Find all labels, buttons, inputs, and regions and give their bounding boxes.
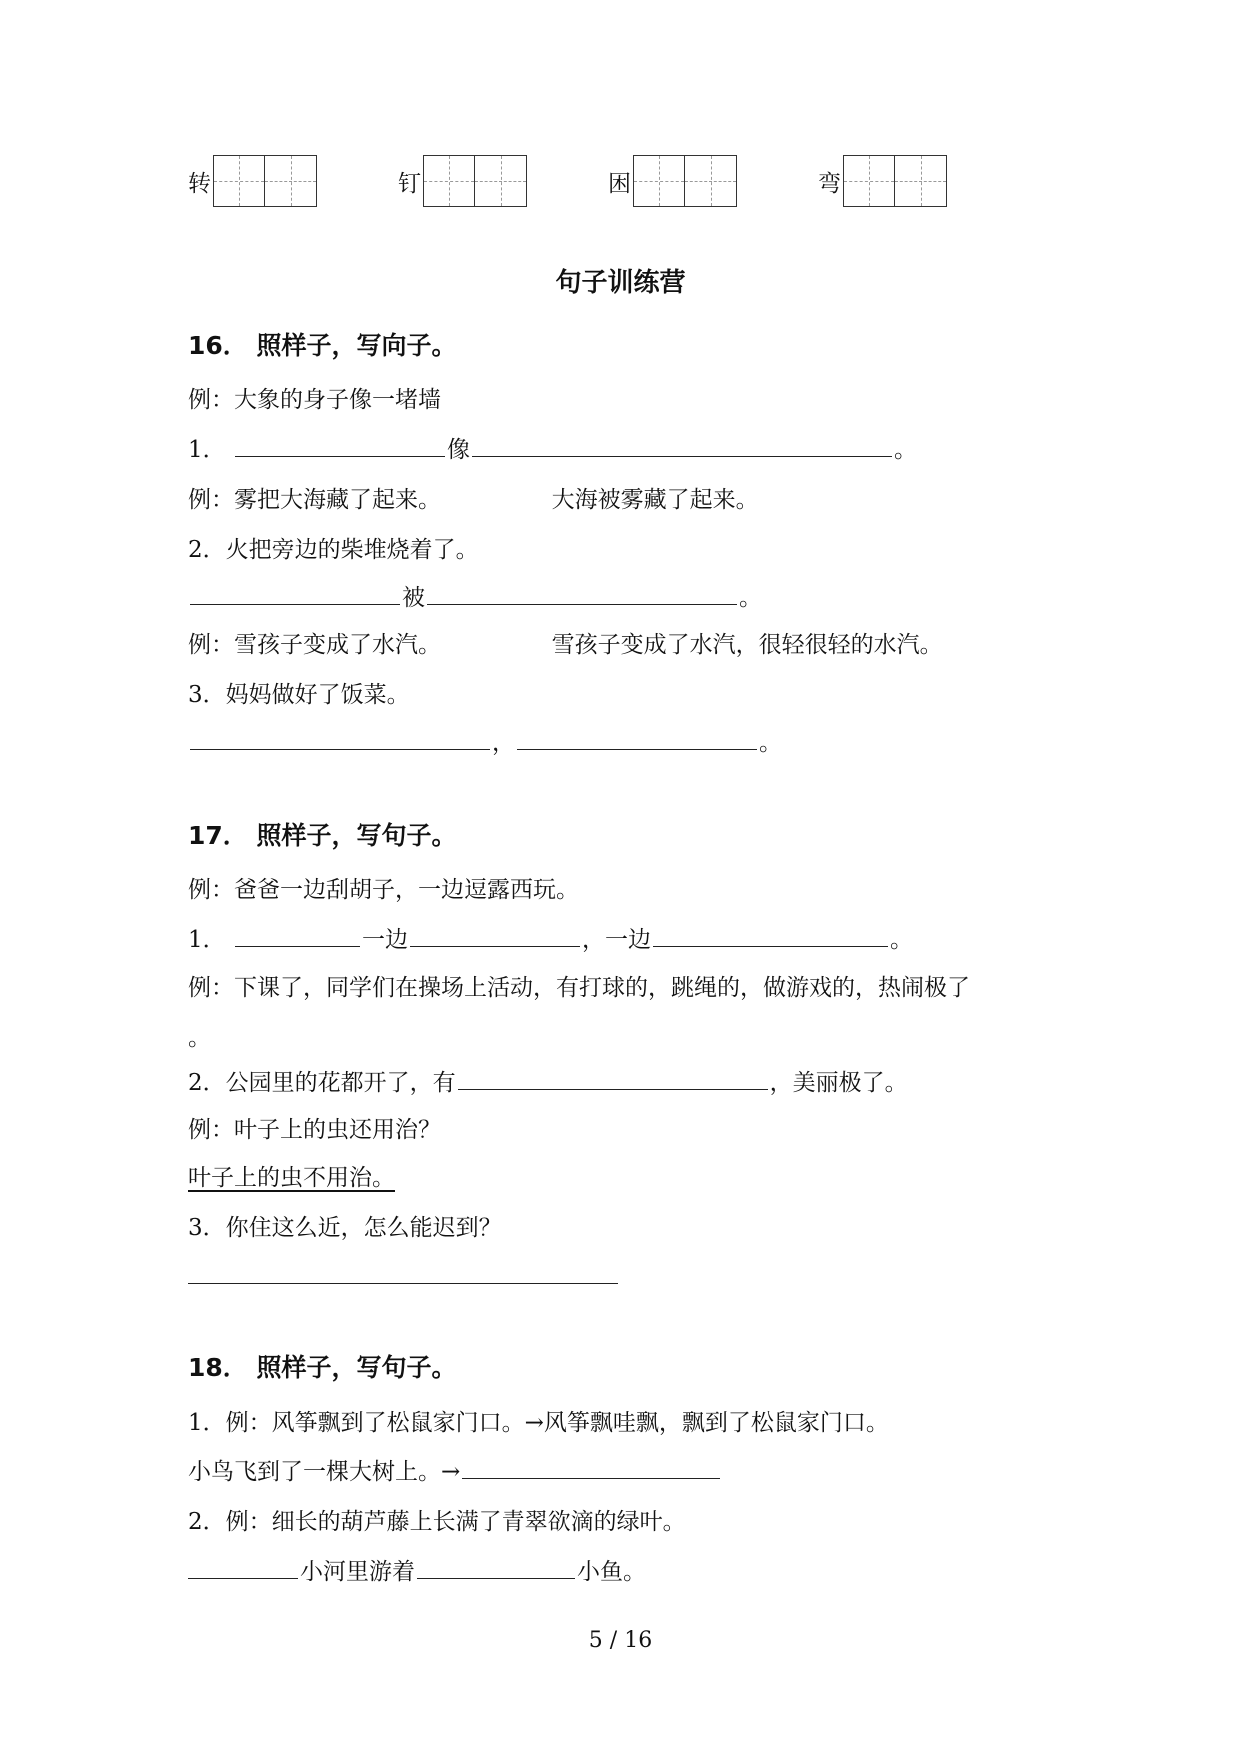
char-label: 转 (188, 170, 211, 197)
item-text: 。 (893, 437, 917, 463)
q16-item-1 (188, 435, 917, 465)
item-text: 像 (446, 437, 470, 463)
item-text: 小鸟飞到了一棵大树上。→ (188, 1459, 461, 1485)
item-text: 小鱼。 (577, 1559, 646, 1585)
grid-cell[interactable] (475, 155, 527, 207)
item-text: ， (492, 730, 515, 756)
q17-example-2-tail: 。 (188, 1025, 211, 1051)
item-text: 2．公园里的花都开了，有 (188, 1070, 456, 1096)
q18-item-1-question (188, 1457, 722, 1487)
q16-item-3: 3．妈妈做好了饭菜。 (188, 682, 410, 708)
q17-heading: 17． 照样子，写句子。 (188, 821, 457, 850)
q17-example-2: 例：下课了，同学们在操场上活动，有打球的，跳绳的，做游戏的，热闹极了 (188, 975, 970, 1001)
writing-grid[interactable] (213, 155, 317, 207)
answer-blank[interactable] (462, 1458, 720, 1479)
item-number: 1． (188, 437, 226, 463)
item-text: 。 (759, 730, 782, 756)
answer-blank[interactable] (235, 926, 360, 947)
item-text: 一边 (361, 927, 408, 953)
page-number: 5 / 16 (588, 1628, 653, 1653)
item-number: 1． (188, 927, 226, 953)
item-text: ，美丽极了。 (769, 1070, 908, 1096)
item-text: 。 (889, 927, 913, 953)
section-title: 句子训练营 (555, 268, 686, 298)
char-label: 钉 (398, 170, 421, 197)
grid-cell[interactable] (633, 155, 685, 207)
answer-blank[interactable] (188, 1263, 618, 1284)
q17-example-3-answer: 叶子上的虫不用治。 (188, 1165, 395, 1191)
item-text: 。 (739, 585, 762, 611)
example-text: 例：雾把大海藏了起来。 (188, 487, 441, 513)
q18-item-2-answer (188, 1557, 646, 1587)
char-box-group-4 (818, 155, 947, 207)
writing-grid[interactable] (843, 155, 947, 207)
q18-heading: 18． 照样子，写句子。 (188, 1353, 457, 1382)
q18-item-2: 2．例：细长的葫芦藤上长满了青翠欲滴的绿叶。 (188, 1509, 686, 1535)
q16-example-3 (188, 630, 943, 660)
q17-item-3: 3．你住这么近，怎么能迟到？ (188, 1215, 502, 1241)
q16-item-3-answer (188, 728, 782, 758)
char-label: 困 (608, 170, 631, 197)
q17-item-1 (188, 925, 913, 955)
q16-heading: 16． 照样子，写向子。 (188, 331, 457, 360)
writing-grid[interactable] (423, 155, 527, 207)
answer-blank[interactable] (190, 584, 400, 605)
answer-blank[interactable] (427, 584, 737, 605)
grid-cell[interactable] (895, 155, 947, 207)
answer-blank[interactable] (653, 926, 888, 947)
char-label: 弯 (818, 170, 841, 197)
q16-example-2 (188, 485, 759, 515)
grid-cell[interactable] (843, 155, 895, 207)
grid-cell[interactable] (265, 155, 317, 207)
answer-blank[interactable] (188, 1558, 298, 1579)
writing-grid[interactable] (633, 155, 737, 207)
char-box-group-2 (398, 155, 527, 207)
grid-cell[interactable] (685, 155, 737, 207)
q16-item-2-answer (188, 583, 762, 613)
q17-item-3-answer (188, 1262, 620, 1292)
answer-blank[interactable] (417, 1558, 575, 1579)
item-text: 小河里游着 (300, 1559, 415, 1585)
grid-cell[interactable] (213, 155, 265, 207)
example-text: 大海被雾藏了起来。 (551, 487, 759, 513)
q17-example-1: 例：爸爸一边刮胡子，一边逗露西玩。 (188, 877, 579, 903)
example-text: 雪孩子变成了水汽，很轻很轻的水汽。 (551, 632, 943, 658)
item-text: ，一边 (581, 927, 651, 953)
answer-blank[interactable] (410, 926, 580, 947)
q16-item-2: 2．火把旁边的柴堆烧着了。 (188, 537, 479, 563)
answer-blank[interactable] (517, 729, 757, 750)
char-box-group-3 (608, 155, 737, 207)
q17-example-3: 例：叶子上的虫还用治？ (188, 1117, 441, 1143)
item-text: 被 (402, 585, 425, 611)
grid-cell[interactable] (423, 155, 475, 207)
q16-example-1: 例：大象的身子像一堵墙 (188, 387, 441, 413)
char-box-group-1 (188, 155, 317, 207)
q17-item-2 (188, 1068, 908, 1098)
answer-blank[interactable] (190, 729, 490, 750)
example-text: 例：雪孩子变成了水汽。 (188, 632, 441, 658)
answer-blank[interactable] (472, 436, 892, 457)
answer-blank[interactable] (235, 436, 445, 457)
answer-blank[interactable] (458, 1069, 768, 1090)
q18-item-1: 1．例：风筝飘到了松鼠家门口。→风筝飘哇飘，飘到了松鼠家门口。 (188, 1410, 889, 1436)
